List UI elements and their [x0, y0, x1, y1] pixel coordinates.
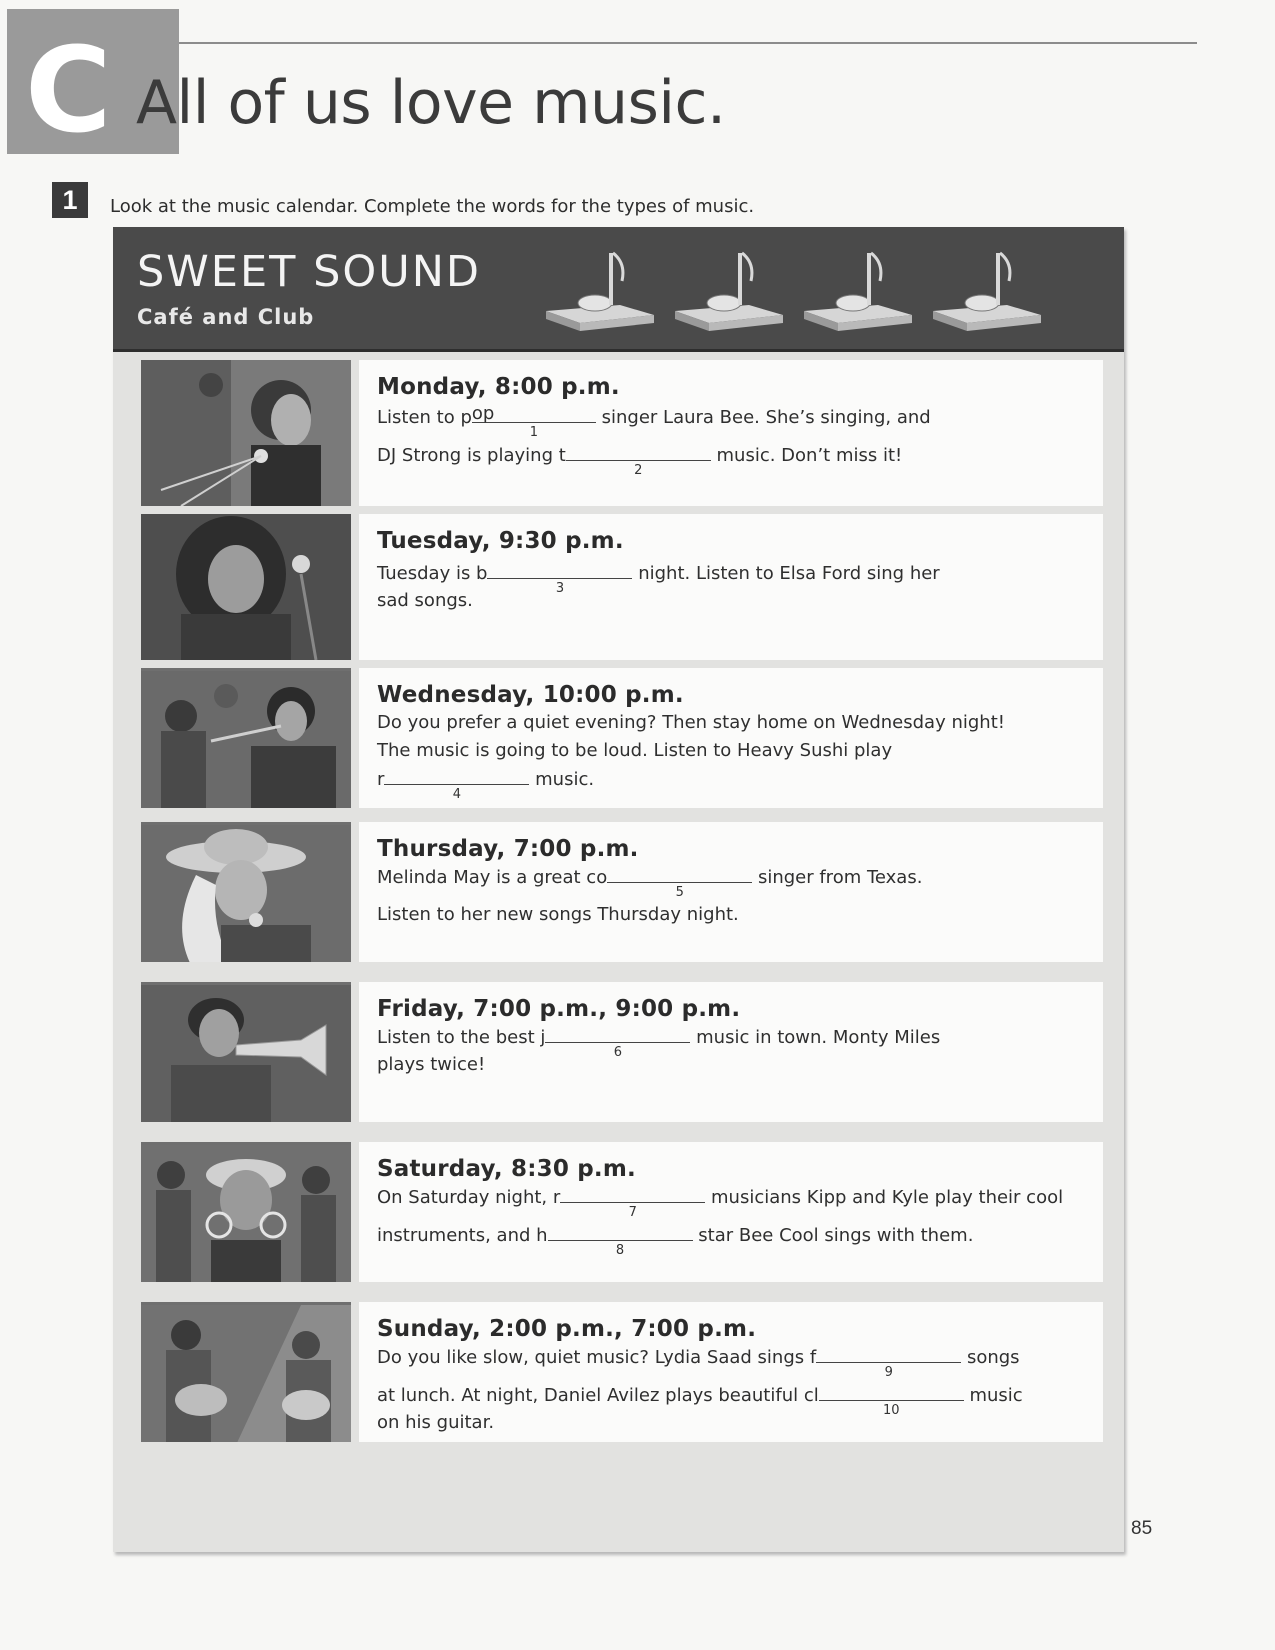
section-letter: C: [25, 21, 112, 159]
entry-text-line: DJ Strong is playing t 2 music. Don’t miss it!: [377, 445, 903, 478]
answer-blank[interactable]: 7: [560, 1186, 705, 1203]
entry-day-time: Wednesday, 10:00 p.m.: [377, 682, 684, 708]
entry-text-line: Melinda May is a great co 5 singer from Texas.: [377, 867, 923, 900]
music-note-icon: [540, 247, 662, 342]
entry-text-line: at lunch. At night, Daniel Avilez plays beautiful cl 10 music: [377, 1385, 1023, 1418]
entry-day-time: Thursday, 7:00 p.m.: [377, 836, 639, 862]
music-calendar: [113, 227, 1124, 1552]
calendar-entry: [141, 514, 1103, 660]
singer-illustration: [141, 514, 351, 660]
entry-text-line: plays twice!: [377, 1054, 486, 1075]
entry-text-line: instruments, and h 8 star Bee Cool sings with them.: [377, 1225, 974, 1258]
answer-blank[interactable]: 3: [487, 562, 632, 579]
entry-card: [359, 668, 1103, 808]
answer-blank[interactable]: 4: [384, 768, 529, 785]
entry-text-line: The music is going to be loud. Listen to Heavy Sushi play: [377, 740, 893, 761]
entry-day-time: Friday, 7:00 p.m., 9:00 p.m.: [377, 996, 741, 1022]
entry-day-time: Saturday, 8:30 p.m.: [377, 1156, 636, 1182]
answer-blank[interactable]: 8: [548, 1224, 693, 1241]
entry-day-time: Sunday, 2:00 p.m., 7:00 p.m.: [377, 1316, 757, 1342]
entry-text-line: Do you like slow, quiet music? Lydia Saad sings f 9 songs: [377, 1347, 1020, 1380]
entry-card: [359, 982, 1103, 1122]
singer-illustration: [141, 360, 351, 506]
calendar-entry: [141, 668, 1103, 808]
entry-text-line: on his guitar.: [377, 1412, 495, 1433]
exercise-number: 1: [52, 182, 88, 218]
entry-text-line: Listen to p op 1 singer Laura Bee. She’s singing, and: [377, 403, 931, 440]
answer-blank[interactable]: 10: [819, 1384, 964, 1401]
answer-blank[interactable]: op 1: [472, 406, 596, 423]
page-number: 85: [1131, 1518, 1153, 1539]
section-title: All of us love music.: [136, 68, 726, 138]
entry-text-line: On Saturday night, r 7 musicians Kipp and Kyle play their cool: [377, 1187, 1064, 1220]
calendar-title: SWEET SOUND: [137, 247, 481, 297]
entry-card: [359, 514, 1103, 660]
guitar-players-illustration: [141, 1302, 351, 1442]
answer-blank[interactable]: 6: [545, 1026, 690, 1043]
entry-card: [359, 360, 1103, 506]
entry-card: [359, 822, 1103, 962]
music-note-icon: [669, 247, 791, 342]
answer-blank[interactable]: 9: [816, 1346, 961, 1363]
entry-text-line: Listen to the best j 6 music in town. Monty Miles: [377, 1027, 941, 1060]
entry-text-line: Do you prefer a quiet evening? Then stay home on Wednesday night!: [377, 712, 1005, 733]
calendar-entry: [141, 1142, 1103, 1282]
band-illustration: [141, 668, 351, 808]
entry-day-time: Tuesday, 9:30 p.m.: [377, 528, 624, 554]
calendar-entry: [141, 982, 1103, 1122]
calendar-entry: [141, 1302, 1103, 1442]
calendar-entry: [141, 822, 1103, 962]
answer-blank[interactable]: 2: [566, 444, 711, 461]
hip-hop-group-illustration: [141, 1142, 351, 1282]
calendar-subtitle: Café and Club: [137, 305, 315, 329]
trumpet-player-illustration: [141, 982, 351, 1122]
answer-blank[interactable]: 5: [607, 866, 752, 883]
singer-illustration: [141, 822, 351, 962]
entry-day-time: Monday, 8:00 p.m.: [377, 374, 620, 400]
entry-text-line: Tuesday is b 3 night. Listen to Elsa Ford sing her: [377, 563, 940, 596]
entry-text-line: Listen to her new songs Thursday night.: [377, 904, 739, 925]
calendar-banner: [113, 227, 1124, 352]
music-note-icon: [798, 247, 920, 342]
entry-text-line: sad songs.: [377, 590, 473, 611]
entry-card: [359, 1302, 1103, 1442]
entry-text-line: r 4 music.: [377, 769, 595, 802]
exercise-instruction: Look at the music calendar. Complete the words for the types of music.: [110, 196, 755, 217]
calendar-entry: [141, 360, 1103, 506]
top-rule: [179, 42, 1197, 44]
music-note-icon: [927, 247, 1049, 342]
entry-card: [359, 1142, 1103, 1282]
